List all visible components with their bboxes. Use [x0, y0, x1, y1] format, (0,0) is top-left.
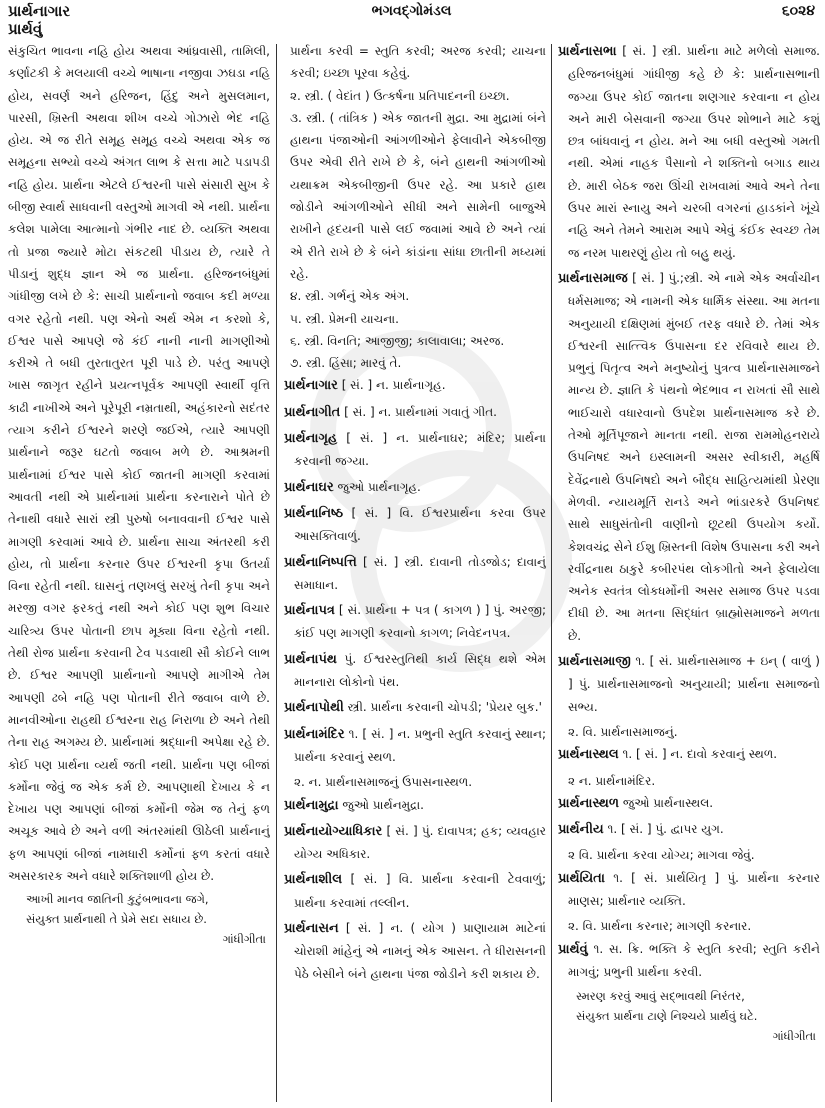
headword: પ્રાર્થનામુદ્રા — [284, 797, 339, 813]
sense-text: ૨. વિ. પ્રાર્થના કરનાર; માગણી કરનાર. — [568, 919, 752, 934]
dictionary-entry — [284, 648, 546, 694]
definition: ૧. [ સં. ] ન. પ્રભુની સ્તુતિ કરવાનું સ્થાન; પ્રાર્થના કરવાનું સ્થળ. — [294, 726, 546, 764]
dictionary-entry — [284, 401, 546, 424]
definition: [ સં. પ્રાર્થના + પત્ર ( કાગળ ) ] પું. અરજી; કાંઈ પણ માગણી કરવાનો કાગળ; નિવેદનપત્ર. — [294, 603, 546, 641]
verse-line: સ્મરણ કરવું આવું સદ્ભાવથી નિરંતર, — [576, 989, 745, 1004]
definition: ૧. [ સં. પ્રાર્થયિતૃ ] પું. પ્રાર્થના કરનાર માણસ; પ્રાર્થનાર વ્યક્તિ. — [568, 870, 820, 908]
dictionary-entry — [284, 794, 546, 817]
quote-verse — [558, 986, 820, 1026]
guide-word-first: પ્રાર્થનાગાર — [8, 2, 71, 20]
dictionary-entry — [284, 820, 546, 866]
column-divider — [276, 44, 277, 1102]
headword: પ્રાર્થનાસભા — [558, 44, 617, 59]
verse-line: સંયુક્ત પ્રાર્થના ટાણે નિશ્ચયે પ્રાર્થવું ઘટે. — [576, 1009, 758, 1024]
definition: ૧. [ સં. ] ન. દાવો કરવાનું સ્થળ. — [622, 747, 778, 762]
dictionary-entry — [284, 917, 546, 985]
sense-text: ૭. સ્ત્રી. હિંસા; મારવું તે. — [290, 356, 402, 371]
dictionary-entry — [284, 599, 546, 645]
dictionary-entry — [558, 40, 820, 264]
dictionary-entry — [284, 427, 546, 473]
sense-text: ૨. ન. પ્રાર્થનાસમાજનું ઉપાસનાસ્થળ. — [294, 775, 473, 790]
headword: પ્રાર્થનાગીત — [284, 404, 341, 420]
headword: પ્રાર્થનાસમાજી — [558, 654, 631, 670]
verse-line: સંયુક્ત પ્રાર્થનાથી તે પ્રેમે સદા સધાય છે. — [26, 912, 207, 927]
definition: સ્ત્રી. પ્રાર્થના કરવાની ચોપડી; 'પ્રેયર બુક.' — [347, 700, 542, 715]
headword: પ્રાર્થનાસ્થલ — [558, 747, 619, 763]
definition: જુઓ પ્રાર્થનાગૃહ. — [337, 479, 421, 494]
definition: પું. ઈશ્વરસ્તુતિથી કાર્ય સિદ્ધ થશે એમ માનનારા લોકોનો પંથ. — [294, 651, 546, 690]
dictionary-entry — [558, 938, 820, 984]
dictionary-entry — [558, 792, 820, 815]
headword: પ્રાર્થનાપત્ર — [284, 603, 335, 619]
sense-text: ૩. સ્ત્રી. ( તાંત્રિક ) એક જાતની મુદ્રા. આ મુદ્રામાં બંને હાથના પંજાઓની આંગળીઓને ફેલાવીને એકબીજી ઉપર એવી રીતે રાખે છે કે, બંને હાથની આંગળીઓ યથાક્રમ એકબીજીની ઉપર રહે. આ પ્રકારે હાથ જોડીને આંગળીઓને સીધી અને સામેની બાજુએ રાખીને હૃદયની પાસે લઈ જવામાં આવે છે અને ત્યાં એ રીતે રાખે છે કે બંને કાંડાંના સાંધા છાતીની મધ્યમાં રહે. — [290, 110, 546, 281]
dictionary-entry — [558, 867, 820, 913]
sense-text: ૪. સ્ત્રી. ગર્ભનું એક અંગ. — [290, 289, 410, 304]
definition: [ સં. ] વિ. પ્રાર્થના કરવાની ટેવવાળું; પ્રાર્થના કરવામાં તલ્લીન. — [294, 872, 546, 910]
headword: પ્રાર્થનાપંથ — [284, 651, 337, 667]
definition: જુઓ પ્રાર્થનાસ્થલ. — [622, 795, 714, 810]
sense-text: ૨. સ્ત્રી. ( વેદાંત ) ઉત્કર્ષના પ્રતિપાદનની ઇચ્છા. — [290, 88, 510, 103]
dictionary-entry — [558, 650, 820, 718]
column-1 — [8, 40, 270, 1104]
definition: ૧. [ સં. ] પું. દ્વાપર યુગ. — [607, 822, 724, 837]
body-paragraph: સંકુચિત ભાવના નહિ હોય અથવા આંધ્રવાસી, તામિલી, કર્ણાટકી કે મલયાલી વચ્ચે ભાષાના નજીવા ઝઘડા નહિ હોય, સવર્ણ અને હરિજન, હિંદુ અને મુસલમાન, પારસી, ખ્રિસ્તી અથવા શીખ વચ્ચે ગોઝારો ભેદ નહિ હોય. એ જ રીતે સમૂહ સમૂહ વચ્ચે અથવા એક જ સમૂહના સભ્યો વચ્ચે અંગત લાભ કે સત્તા માટે પડાપડી નહિ હોય. પ્રાર્થના એટલે ઈશ્વરની પાસે સંસારી સુખ કે બીજી સ્વાર્થ સાધવાની વસ્તુઓ માગવી એ નથી. પ્રાર્થના કલેશ પામેલા આત્માનો ગંભીર નાદ છે. વ્યક્તિ અથવા તો પ્રજા જ્યારે મોટા સંકટથી પીડાય છે, ત્યારે તે પીડાનું શુદ્ધ જ્ઞાન એ જ પ્રાર્થના. હરિજનબંધુમાં ગાંધીજી લખે છે કે: સાચી પ્રાર્થનાનો જવાબ કદી મળ્યા વગર રહેતો નથી. પણ એનો અર્થ એમ ન કરશો કે, ઈશ્વર પાસે આપણે જે કંઈ નાની નાની માગણીઓ કરીએ તે બધી તુરતાતુરત પૂરી પાડે છે. પરંતુ આપણે ખાસ જાગૃત રહીને પ્રયત્નપૂર્વક આપણી સ્વાર્થી વૃત્તિ કાઢી નાખીએ અને પૂરેપૂરી નમ્રતાથી, અહંકારનો સદંતર ત્યાગ કરીને ઈશ્વરને શરણે જઈએ, ત્યારે આપણી પ્રાર્થનાને જરૂર ઘટતો જવાબ મળે છે. આશ્રમની પ્રાર્થનામાં ઈશ્વર પાસે કોઈ જાતની માગણી કરવામાં આવતી નથી એ પ્રાર્થનામાં પ્રાર્થના કરનારાને પોતે છે તેનાથી વધારે સારાં સ્ત્રી પુરુષો બનાવવાની ઈશ્વર પાસે માગણી કરવામાં આવે છે. પ્રાર્થના સાચા અંતરથી કરી હોય, તો પ્રાર્થના કરનાર ઉપર ઈશ્વરની કૃપા ઉતર્યા વિના રહેતી નથી. ઘાસનું તણખલું સરખું તેની કૃપા અને મરજી વગર ફરકતું નથી અને કોઈ પણ શુભ વિચાર ચારિત્ર્ય ઉપર પોતાની છાપ મૂક્યા વિના રહેતો નથી. તેથી રોજ પ્રાર્થના કરવાની ટેવ પડવાથી સૌ કોઈને લાભ છે. ઈશ્વર આપણી પ્રાર્થનાનો આપણે માગીએ તેમ આપણી ઢબે નહિ પણ પોતાની રીતે જવાબ વાળે છે. માનવીઓના રાહથી ઈશ્વરના રાહ નિરાળા છે અને તેથી તેના રાહ અગમ્ય છે. પ્રાર્થનામાં શ્રદ્ધાની અપેક્ષા રહે છે. કોઈ પણ પ્રાર્થના વ્યર્થ જતી નથી. પ્રાર્થના પણ બીજાં કર્મોના જેવું જ એક કર્મ છે. આપણાથી દેખાય કે ન દેખાય પણ આપણાં બીજાં કર્મોની જેમ જ તેનું ફળ અચૂક આવે છે અને વળી અંતરમાંથી ઊઠેલી પ્રાર્થનાનું ફળ આપણાં બીજાં નામધારી કર્મોનાં ફળ કરતાં વધારે અસરકારક અને વધારે શક્તિશાળી હોય છે. — [8, 44, 270, 883]
dictionary-entry — [558, 267, 820, 647]
headword: પ્રાર્થનાગૃહ — [284, 431, 338, 447]
sense-text: પ્રાર્થના કરવી = સ્તુતિ કરવી; અરજ કરવી; યાચના કરવી; ઇચ્છા પૂરવા કહેવું. — [290, 44, 546, 81]
headword: પ્રાર્થયિતા — [558, 870, 605, 886]
definition: [ સં. ] પું.;સ્ત્રી. એ નામે એક અર્વાચીન ધર્મસમાજ; એ નામની એક ધાર્મિક સંસ્થા. આ મતના અનુયાયી દક્ષિણમાં મુંબઈ તરફ વધારે છે. તેમાં એક ઈશ્વરની સાત્ત્વિક ઉપાસના દર રવિવારે થાય છે. પ્રભુનું પિતૃત્વ અને મનુષ્યોનું પુત્રત્વ પ્રાર્થનાસમાજને માન્ય છે. જ્ઞાતિ કે પંથનો ભેદભાવ ન રાખતાં સૌ સાથે ભાઈચારો વધારવાનો ઉપદેશ પ્રાર્થનાસમાજ કરે છે. તેઓ મૂર્તિપૂજાને માનતા નથી. રાજા રામમોહનરાયે ઉપનિષદ અને ઇસ્લામની અસર સ્વીકારી, મહર્ષિ દેવેંદ્રનાથે ઉપનિષદો અને બૌદ્ધ સાહિત્યમાંથી પ્રેરણા મેળવી. ન્યાયમૂર્તિ રાનડે અને ભાંડારકરે ઉપનિષદ સાથે સાધુસંતોની વાણીનો છૂટથી ઉપયોગ કર્યો. કેશવચંદ્ર સેને ઈશુ ખ્રિસ્તની વિશેષ ઉપાસના કરી અને રવીંદ્રનાથ ઠાકુરે કબીરપંથ લોકગીતો અને ફેલાયેલા અનેક સ્વતંત્ર લોકધર્મોની અસર સમાજ ઉપર પડવા દીધી છે. આ મતના સિદ્ધાંત બ્રાહ્મોસમાજને મળતા છે. — [568, 270, 820, 643]
dictionary-entry — [284, 502, 546, 548]
definition: [ સં. ] સ્ત્રી. પ્રાર્થના માટે મળેલો સમાજ. હરિજનબંધુમાં ગાંધીજી કહે છે કે: પ્રાર્થનાસભાની જગ્યા ઉપર કોઈ જાતના શણગાર કરવાના ન હોય અને મારી બેસવાની જગ્યા ઉપર શોભાને માટે કશું છત્ર બાંધવાનું ન હોય. મને આ બધી વસ્તુઓ ગમતી નથી. એમાં નાહક પૈસાનો ને શક્તિનો બગાડ થાય છે. મારી બેઠક જરા ઊંચી રાખવામાં આવે અને તેના ઉપર મારાં સ્નાયુ અને ચરબી વગરનાં હાડકાંને ખૂંચે નહિ અને તેમને આરામ આપે એવું કંઈક સ્વચ્છ તેમ જ નરમ પાથરણું હોય તો બહુ થયું. — [568, 44, 820, 260]
headword: પ્રાર્થનીય — [558, 822, 604, 838]
definition: ૧. સ. ક્રિ. ભક્તિ કે સ્તુતિ કરવી; સ્તુતિ કરીને માગવું; પ્રભુની પ્રાર્થના કરવી. — [568, 941, 820, 979]
page-number: ૬૦૨૪ — [781, 3, 815, 19]
headword: પ્રાર્થવું — [558, 941, 588, 957]
sense-text: ૫. સ્ત્રી. પ્રેમની યાચના. — [290, 311, 399, 326]
verse-line: આખી માનવ જાતિની કુટુંબભાવના જગે, — [26, 892, 209, 907]
sense-text: ૨ વિ. પ્રાર્થના કરવા યોગ્ય; માગવા જેવું. — [568, 848, 755, 863]
definition: [ સં. ] ન. પ્રાર્થનાગૃહ. — [341, 378, 446, 393]
verse-source: ગાંધીગીતા — [772, 1029, 816, 1044]
column-divider — [551, 44, 552, 1102]
definition: [ સં. ] ન. પ્રાર્થનાઘર; મંદિર; પ્રાર્થના કરવાની જગ્યા. — [294, 431, 546, 469]
definition: જુઓ પ્રાર્થનમુદ્રા. — [342, 797, 424, 812]
definition: [ સં. ] ન. ( યોગ ) પ્રાણાયામ માટેનાં ચોરાશી માંહેનું એ નામનું એક આસન. તે ધીરાસનની પેઠે બેસીને બંને હાથના પંજા જોડીને કરી શકાય છે. — [294, 920, 546, 981]
dictionary-entry — [284, 696, 546, 719]
headword: પ્રાર્થનાસમાજ — [558, 270, 628, 286]
headword: પ્રાર્થનાસન — [284, 920, 339, 936]
headword: પ્રાર્થનાપોથી — [284, 700, 344, 716]
sense-text: ૬. સ્ત્રી. વિનતિ; આજીજી; કાલાવાલા; અરજ. — [290, 333, 505, 348]
book-title: ભગવદ્ગોમંડલ — [371, 3, 452, 19]
dictionary-entry — [558, 818, 820, 841]
headword: પ્રાર્થનાનિષ્ઠ — [284, 505, 344, 521]
definition: [ સં. ] સ્ત્રી. દાવાની તોડજોડ; દાવાનું સમાધાન. — [294, 554, 546, 592]
definition: ૧. [ સં. પ્રાર્થનાસમાજ + ઇન્ ( વાળું ) ] પું. પ્રાર્થનાસમાજનો અનુયાયી; પ્રાર્થના સમાજનો સભ્ય. — [568, 654, 820, 714]
headword: પ્રાર્થનાઘર — [284, 479, 334, 495]
dictionary-entry — [284, 723, 546, 769]
definition: [ સં. ] ન. પ્રાર્થનામાં ગવાતું ગીત. — [344, 404, 497, 419]
page-header — [8, 2, 815, 42]
headword: પ્રાર્થનામંદિર — [284, 726, 345, 742]
dictionary-entry — [558, 743, 820, 766]
headword: પ્રાર્થનાનિષ્પત્તિ — [284, 554, 357, 570]
sense-text: ૨. વિ. પ્રાર્થનાસમાજનું. — [568, 724, 678, 739]
dictionary-entry — [284, 374, 546, 397]
verse-source: ગાંધીગીતા — [222, 932, 266, 947]
column-3 — [558, 40, 820, 1104]
headword: પ્રાર્થનાયોગ્યાધિકાર — [284, 823, 383, 839]
column-2 — [284, 40, 546, 1104]
headword: પ્રાર્થનાસ્થળ — [558, 795, 620, 811]
definition: [ સં. ] વિ. ઈશ્વરપ્રાર્થના કરવા ઉપર આસક્તિવાળું. — [294, 505, 546, 544]
dictionary-entry — [284, 868, 546, 914]
dictionary-entry — [284, 551, 546, 597]
sense-text: ૨ ન. પ્રાર્થનામંદિર. — [568, 773, 656, 788]
definition: [ સં. ] પું. દાવાપત્ર; હક; વ્યવહાર યોગ્ય અધિકાર. — [294, 823, 546, 862]
dictionary-entry — [284, 476, 546, 499]
headword: પ્રાર્થનાશીલ — [284, 872, 343, 888]
quote-verse — [8, 889, 270, 929]
headword: પ્રાર્થનાગાર — [284, 378, 338, 394]
guide-word-last: પ્રાર્થવું — [8, 20, 43, 38]
